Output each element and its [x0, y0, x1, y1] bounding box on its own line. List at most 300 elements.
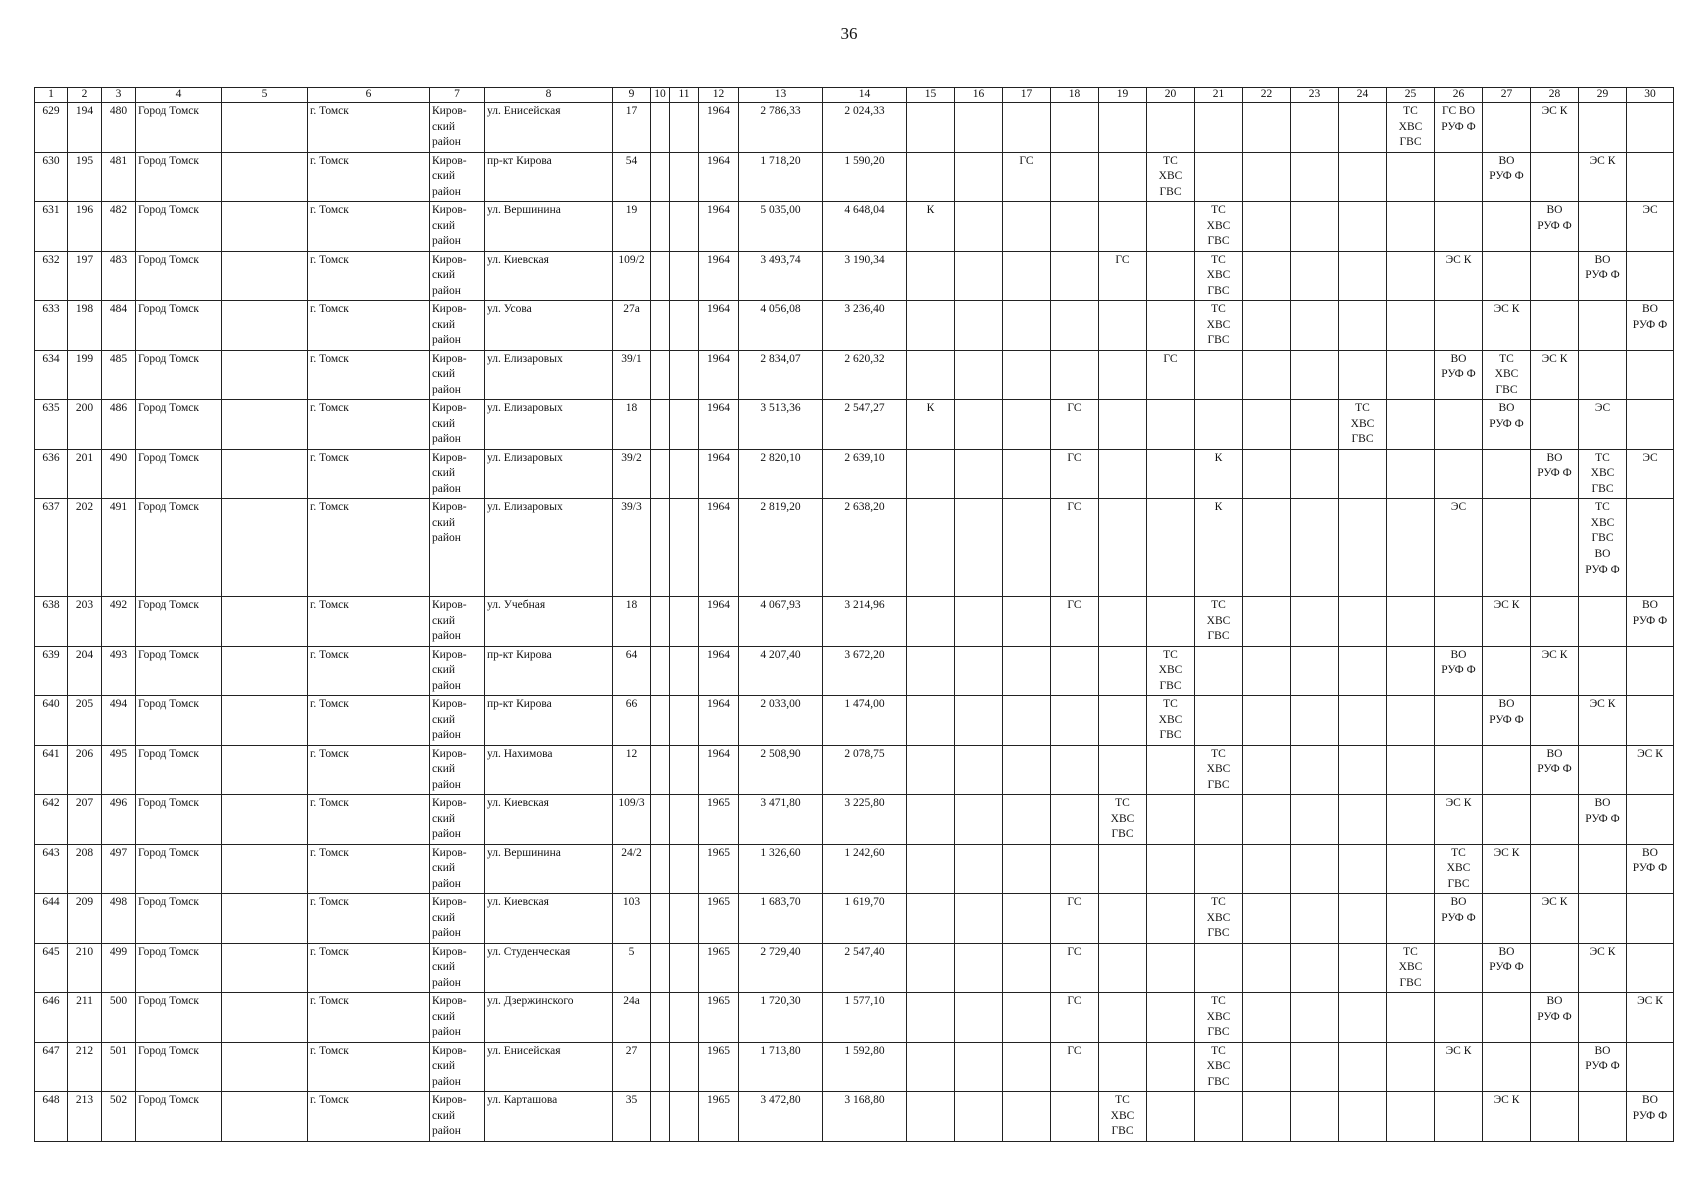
- settlement-cell: [222, 152, 308, 202]
- work-type-cell-col-20: [1147, 1042, 1195, 1092]
- settlement-cell: [222, 400, 308, 450]
- municipality-cell: Город Томск: [136, 449, 222, 499]
- work-type-cell-col-26: [1435, 301, 1483, 351]
- work-type-cell-col-18: ГС: [1051, 400, 1099, 450]
- work-type-cell-col-22: [1243, 943, 1291, 993]
- work-type-cell-col-27: [1483, 646, 1531, 696]
- work-type-cell-col-15: [907, 350, 955, 400]
- municipality-cell: Город Томск: [136, 597, 222, 647]
- municipality-cell: Город Томск: [136, 152, 222, 202]
- municipality-cell: Город Томск: [136, 745, 222, 795]
- column-header-12: 12: [699, 88, 739, 103]
- work-type-cell-col-30: ВО РУФ Ф: [1627, 301, 1674, 351]
- work-type-cell-col-16: [955, 152, 1003, 202]
- work-type-cell-col-25: [1387, 993, 1435, 1043]
- work-type-cell-col-27: ВО РУФ Ф: [1483, 943, 1531, 993]
- registry-number-cell: 497: [102, 844, 136, 894]
- work-type-cell-col-22: [1243, 152, 1291, 202]
- work-type-cell-col-17: [1003, 301, 1051, 351]
- municipality-cell: Город Томск: [136, 103, 222, 153]
- total-area-cell: 3 471,80: [739, 795, 823, 845]
- section-number-cell: 213: [68, 1092, 102, 1142]
- work-type-cell-col-16: [955, 301, 1003, 351]
- work-type-cell-col-22: [1243, 400, 1291, 450]
- registry-number-cell: 496: [102, 795, 136, 845]
- house-number-cell: 39/2: [613, 449, 651, 499]
- work-type-cell-col-30: ЭС: [1627, 449, 1674, 499]
- city-cell: г. Томск: [308, 993, 430, 1043]
- registry-number-cell: 498: [102, 894, 136, 944]
- work-type-cell-col-17: [1003, 993, 1051, 1043]
- section-number-cell: 207: [68, 795, 102, 845]
- work-type-cell-col-16: [955, 844, 1003, 894]
- settlement-cell: [222, 844, 308, 894]
- work-type-cell-col-22: [1243, 301, 1291, 351]
- work-type-cell-col-27: [1483, 1042, 1531, 1092]
- municipality-cell: Город Томск: [136, 1042, 222, 1092]
- work-type-cell-col-27: ЭС К: [1483, 597, 1531, 647]
- living-area-cell: 3 672,20: [823, 646, 907, 696]
- house-number-cell: 18: [613, 597, 651, 647]
- work-type-cell-col-21: К: [1195, 499, 1243, 597]
- row-number-cell: 648: [35, 1092, 68, 1142]
- work-type-cell-col-15: [907, 103, 955, 153]
- work-type-cell-col-17: [1003, 202, 1051, 252]
- municipality-cell: Город Томск: [136, 1092, 222, 1142]
- work-type-cell-col-27: [1483, 795, 1531, 845]
- work-type-cell-col-20: ТС ХВС ГВС: [1147, 152, 1195, 202]
- letter-cell: [670, 251, 699, 301]
- work-type-cell-col-26: ГС ВО РУФ Ф: [1435, 103, 1483, 153]
- work-type-cell-col-15: [907, 301, 955, 351]
- district-cell: Киров- ский район: [430, 350, 485, 400]
- work-type-cell-col-29: [1579, 646, 1627, 696]
- table-row: [35, 1092, 1674, 1142]
- work-type-cell-col-29: [1579, 301, 1627, 351]
- work-type-cell-col-17: [1003, 103, 1051, 153]
- table-row: [35, 301, 1674, 351]
- settlement-cell: [222, 301, 308, 351]
- work-type-cell-col-29: ЭС: [1579, 400, 1627, 450]
- work-type-cell-col-21: [1195, 152, 1243, 202]
- total-area-cell: 5 035,00: [739, 202, 823, 252]
- work-type-cell-col-27: ТС ХВС ГВС: [1483, 350, 1531, 400]
- section-number-cell: 196: [68, 202, 102, 252]
- column-header-23: 23: [1291, 88, 1339, 103]
- municipality-cell: Город Томск: [136, 301, 222, 351]
- work-type-cell-col-24: [1339, 499, 1387, 597]
- building-cell: [651, 152, 670, 202]
- table-row: [35, 795, 1674, 845]
- registry-number-cell: 492: [102, 597, 136, 647]
- work-type-cell-col-21: [1195, 943, 1243, 993]
- column-header-5: 5: [222, 88, 308, 103]
- work-type-cell-col-21: [1195, 1092, 1243, 1142]
- house-number-cell: 19: [613, 202, 651, 252]
- work-type-cell-col-17: [1003, 400, 1051, 450]
- work-type-cell-col-22: [1243, 202, 1291, 252]
- work-type-cell-col-28: [1531, 400, 1579, 450]
- street-cell: ул. Киевская: [485, 251, 613, 301]
- work-type-cell-col-26: ЭС: [1435, 499, 1483, 597]
- year-built-cell: 1964: [699, 301, 739, 351]
- work-type-cell-col-24: [1339, 251, 1387, 301]
- column-header-2: 2: [68, 88, 102, 103]
- building-cell: [651, 251, 670, 301]
- city-cell: г. Томск: [308, 350, 430, 400]
- year-built-cell: 1965: [699, 993, 739, 1043]
- work-type-cell-col-28: ЭС К: [1531, 894, 1579, 944]
- column-header-11: 11: [670, 88, 699, 103]
- district-cell: Киров- ский район: [430, 301, 485, 351]
- work-type-cell-col-24: [1339, 696, 1387, 746]
- section-number-cell: 200: [68, 400, 102, 450]
- column-header-20: 20: [1147, 88, 1195, 103]
- living-area-cell: 2 639,10: [823, 449, 907, 499]
- work-type-cell-col-27: [1483, 449, 1531, 499]
- work-type-cell-col-20: [1147, 499, 1195, 597]
- work-type-cell-col-29: [1579, 993, 1627, 1043]
- work-type-cell-col-21: ТС ХВС ГВС: [1195, 202, 1243, 252]
- work-type-cell-col-28: ЭС К: [1531, 646, 1579, 696]
- work-type-cell-col-16: [955, 1042, 1003, 1092]
- street-cell: ул. Усова: [485, 301, 613, 351]
- work-type-cell-col-22: [1243, 795, 1291, 845]
- district-cell: Киров- ский район: [430, 844, 485, 894]
- street-cell: пр-кт Кирова: [485, 152, 613, 202]
- building-cell: [651, 103, 670, 153]
- street-cell: пр-кт Кирова: [485, 646, 613, 696]
- work-type-cell-col-26: [1435, 597, 1483, 647]
- work-type-cell-col-24: [1339, 894, 1387, 944]
- work-type-cell-col-17: [1003, 449, 1051, 499]
- work-type-cell-col-27: [1483, 202, 1531, 252]
- work-type-cell-col-18: ГС: [1051, 449, 1099, 499]
- settlement-cell: [222, 646, 308, 696]
- district-cell: Киров- ский район: [430, 202, 485, 252]
- work-type-cell-col-15: [907, 1042, 955, 1092]
- work-type-cell-col-30: [1627, 152, 1674, 202]
- table-row: [35, 350, 1674, 400]
- district-cell: Киров- ский район: [430, 597, 485, 647]
- column-header-25: 25: [1387, 88, 1435, 103]
- work-type-cell-col-24: [1339, 646, 1387, 696]
- total-area-cell: 1 326,60: [739, 844, 823, 894]
- total-area-cell: 1 718,20: [739, 152, 823, 202]
- work-type-cell-col-23: [1291, 646, 1339, 696]
- work-type-cell-col-21: [1195, 795, 1243, 845]
- registry-number-cell: 490: [102, 449, 136, 499]
- work-type-cell-col-27: ВО РУФ Ф: [1483, 400, 1531, 450]
- work-type-cell-col-26: [1435, 400, 1483, 450]
- row-number-cell: 645: [35, 943, 68, 993]
- total-area-cell: 2 786,33: [739, 103, 823, 153]
- work-type-cell-col-25: [1387, 894, 1435, 944]
- row-number-cell: 644: [35, 894, 68, 944]
- district-cell: Киров- ский район: [430, 103, 485, 153]
- table-row: [35, 251, 1674, 301]
- work-type-cell-col-27: ЭС К: [1483, 844, 1531, 894]
- city-cell: г. Томск: [308, 103, 430, 153]
- city-cell: г. Томск: [308, 795, 430, 845]
- work-type-cell-col-16: [955, 993, 1003, 1043]
- city-cell: г. Томск: [308, 251, 430, 301]
- year-built-cell: 1964: [699, 350, 739, 400]
- work-type-cell-col-17: [1003, 894, 1051, 944]
- letter-cell: [670, 499, 699, 597]
- work-type-cell-col-22: [1243, 894, 1291, 944]
- letter-cell: [670, 1092, 699, 1142]
- work-type-cell-col-28: ВО РУФ Ф: [1531, 449, 1579, 499]
- section-number-cell: 205: [68, 696, 102, 746]
- work-type-cell-col-23: [1291, 499, 1339, 597]
- work-type-cell-col-18: [1051, 1092, 1099, 1142]
- work-type-cell-col-26: ЭС К: [1435, 251, 1483, 301]
- work-type-cell-col-21: [1195, 103, 1243, 153]
- settlement-cell: [222, 597, 308, 647]
- work-type-cell-col-29: ЭС К: [1579, 152, 1627, 202]
- work-type-cell-col-22: [1243, 251, 1291, 301]
- work-type-cell-col-15: [907, 993, 955, 1043]
- registry-number-cell: 500: [102, 993, 136, 1043]
- work-type-cell-col-26: ЭС К: [1435, 1042, 1483, 1092]
- house-number-cell: 27а: [613, 301, 651, 351]
- city-cell: г. Томск: [308, 202, 430, 252]
- work-type-cell-col-28: [1531, 844, 1579, 894]
- work-type-cell-col-15: К: [907, 202, 955, 252]
- table-row: [35, 202, 1674, 252]
- column-header-22: 22: [1243, 88, 1291, 103]
- work-type-cell-col-21: ТС ХВС ГВС: [1195, 597, 1243, 647]
- table-row: [35, 499, 1674, 597]
- section-number-cell: 198: [68, 301, 102, 351]
- work-type-cell-col-24: [1339, 745, 1387, 795]
- work-type-cell-col-18: [1051, 844, 1099, 894]
- work-type-cell-col-25: [1387, 646, 1435, 696]
- work-type-cell-col-19: ГС: [1099, 251, 1147, 301]
- building-cell: [651, 894, 670, 944]
- settlement-cell: [222, 103, 308, 153]
- total-area-cell: 2 033,00: [739, 696, 823, 746]
- work-type-cell-col-18: [1051, 745, 1099, 795]
- registry-number-cell: 499: [102, 943, 136, 993]
- table-body: [35, 103, 1674, 1142]
- building-cell: [651, 795, 670, 845]
- work-type-cell-col-23: [1291, 943, 1339, 993]
- district-cell: Киров- ский район: [430, 894, 485, 944]
- settlement-cell: [222, 449, 308, 499]
- work-type-cell-col-16: [955, 103, 1003, 153]
- work-type-cell-col-29: [1579, 202, 1627, 252]
- work-type-cell-col-18: [1051, 251, 1099, 301]
- section-number-cell: 201: [68, 449, 102, 499]
- settlement-cell: [222, 745, 308, 795]
- work-type-cell-col-29: ТС ХВС ГВС ВО РУФ Ф: [1579, 499, 1627, 597]
- column-header-16: 16: [955, 88, 1003, 103]
- municipality-cell: Город Томск: [136, 646, 222, 696]
- column-header-3: 3: [102, 88, 136, 103]
- work-type-cell-col-30: ВО РУФ Ф: [1627, 844, 1674, 894]
- building-cell: [651, 943, 670, 993]
- work-type-cell-col-20: ТС ХВС ГВС: [1147, 646, 1195, 696]
- column-header-30: 30: [1627, 88, 1674, 103]
- work-type-cell-col-28: ЭС К: [1531, 103, 1579, 153]
- table-row: [35, 894, 1674, 944]
- work-type-cell-col-22: [1243, 745, 1291, 795]
- house-number-cell: 103: [613, 894, 651, 944]
- district-cell: Киров- ский район: [430, 251, 485, 301]
- work-type-cell-col-29: ВО РУФ Ф: [1579, 1042, 1627, 1092]
- work-type-cell-col-16: [955, 499, 1003, 597]
- column-header-4: 4: [136, 88, 222, 103]
- table-row: [35, 993, 1674, 1043]
- district-cell: Киров- ский район: [430, 943, 485, 993]
- column-header-26: 26: [1435, 88, 1483, 103]
- column-header-14: 14: [823, 88, 907, 103]
- settlement-cell: [222, 993, 308, 1043]
- row-number-cell: 646: [35, 993, 68, 1043]
- work-type-cell-col-20: [1147, 103, 1195, 153]
- total-area-cell: 3 513,36: [739, 400, 823, 450]
- street-cell: ул. Елизаровых: [485, 350, 613, 400]
- work-type-cell-col-22: [1243, 1092, 1291, 1142]
- work-type-cell-col-23: [1291, 993, 1339, 1043]
- work-type-cell-col-30: ЭС К: [1627, 993, 1674, 1043]
- work-type-cell-col-28: ВО РУФ Ф: [1531, 993, 1579, 1043]
- work-type-cell-col-16: [955, 646, 1003, 696]
- column-header-10: 10: [651, 88, 670, 103]
- section-number-cell: 199: [68, 350, 102, 400]
- work-type-cell-col-27: ЭС К: [1483, 301, 1531, 351]
- work-type-cell-col-18: ГС: [1051, 499, 1099, 597]
- table-row: [35, 646, 1674, 696]
- work-type-cell-col-15: [907, 943, 955, 993]
- work-type-cell-col-26: ТС ХВС ГВС: [1435, 844, 1483, 894]
- living-area-cell: 3 236,40: [823, 301, 907, 351]
- letter-cell: [670, 103, 699, 153]
- municipality-cell: Город Томск: [136, 844, 222, 894]
- total-area-cell: 2 508,90: [739, 745, 823, 795]
- work-type-cell-col-25: [1387, 350, 1435, 400]
- work-type-cell-col-27: [1483, 745, 1531, 795]
- work-type-cell-col-22: [1243, 993, 1291, 1043]
- settlement-cell: [222, 251, 308, 301]
- work-type-cell-col-25: [1387, 301, 1435, 351]
- work-type-cell-col-15: [907, 844, 955, 894]
- work-type-cell-col-19: [1099, 301, 1147, 351]
- section-number-cell: 195: [68, 152, 102, 202]
- work-type-cell-col-25: [1387, 449, 1435, 499]
- work-type-cell-col-22: [1243, 499, 1291, 597]
- street-cell: ул. Елизаровых: [485, 449, 613, 499]
- work-type-cell-col-27: ВО РУФ Ф: [1483, 152, 1531, 202]
- work-type-cell-col-19: [1099, 449, 1147, 499]
- city-cell: г. Томск: [308, 646, 430, 696]
- house-number-cell: 5: [613, 943, 651, 993]
- work-type-cell-col-24: [1339, 1042, 1387, 1092]
- work-type-cell-col-19: [1099, 745, 1147, 795]
- work-type-cell-col-30: [1627, 1042, 1674, 1092]
- district-cell: Киров- ский район: [430, 795, 485, 845]
- registry-number-cell: 482: [102, 202, 136, 252]
- row-number-cell: 631: [35, 202, 68, 252]
- column-header-6: 6: [308, 88, 430, 103]
- work-type-cell-col-19: [1099, 943, 1147, 993]
- letter-cell: [670, 597, 699, 647]
- settlement-cell: [222, 943, 308, 993]
- house-number-cell: 17: [613, 103, 651, 153]
- work-type-cell-col-25: [1387, 400, 1435, 450]
- letter-cell: [670, 400, 699, 450]
- work-type-cell-col-15: [907, 597, 955, 647]
- letter-cell: [670, 795, 699, 845]
- settlement-cell: [222, 1092, 308, 1142]
- work-type-cell-col-15: [907, 449, 955, 499]
- column-header-29: 29: [1579, 88, 1627, 103]
- registry-number-cell: 486: [102, 400, 136, 450]
- work-type-cell-col-19: [1099, 400, 1147, 450]
- column-header-19: 19: [1099, 88, 1147, 103]
- work-type-cell-col-20: [1147, 844, 1195, 894]
- table-row: [35, 745, 1674, 795]
- street-cell: ул. Киевская: [485, 894, 613, 944]
- year-built-cell: 1965: [699, 894, 739, 944]
- living-area-cell: 2 547,27: [823, 400, 907, 450]
- work-type-cell-col-17: [1003, 251, 1051, 301]
- work-type-cell-col-25: [1387, 251, 1435, 301]
- work-type-cell-col-24: [1339, 449, 1387, 499]
- year-built-cell: 1964: [699, 400, 739, 450]
- column-header-18: 18: [1051, 88, 1099, 103]
- row-number-cell: 632: [35, 251, 68, 301]
- letter-cell: [670, 894, 699, 944]
- column-header-24: 24: [1339, 88, 1387, 103]
- work-type-cell-col-23: [1291, 1092, 1339, 1142]
- column-header-21: 21: [1195, 88, 1243, 103]
- city-cell: г. Томск: [308, 597, 430, 647]
- work-type-cell-col-20: [1147, 993, 1195, 1043]
- work-type-cell-col-29: [1579, 597, 1627, 647]
- year-built-cell: 1964: [699, 103, 739, 153]
- work-type-cell-col-24: [1339, 943, 1387, 993]
- letter-cell: [670, 152, 699, 202]
- work-type-cell-col-21: [1195, 696, 1243, 746]
- work-type-cell-col-24: [1339, 350, 1387, 400]
- house-number-cell: 39/1: [613, 350, 651, 400]
- work-type-cell-col-15: [907, 499, 955, 597]
- work-type-cell-col-15: [907, 251, 955, 301]
- work-type-cell-col-30: [1627, 350, 1674, 400]
- work-type-cell-col-25: [1387, 795, 1435, 845]
- work-type-cell-col-17: [1003, 795, 1051, 845]
- work-type-cell-col-20: [1147, 400, 1195, 450]
- column-header-27: 27: [1483, 88, 1531, 103]
- street-cell: ул. Нахимова: [485, 745, 613, 795]
- year-built-cell: 1965: [699, 844, 739, 894]
- registry-number-cell: 502: [102, 1092, 136, 1142]
- city-cell: г. Томск: [308, 301, 430, 351]
- work-type-cell-col-20: [1147, 943, 1195, 993]
- street-cell: ул. Вершинина: [485, 844, 613, 894]
- row-number-cell: 634: [35, 350, 68, 400]
- living-area-cell: 2 024,33: [823, 103, 907, 153]
- municipality-cell: Город Томск: [136, 251, 222, 301]
- work-type-cell-col-19: [1099, 993, 1147, 1043]
- row-number-cell: 643: [35, 844, 68, 894]
- building-cell: [651, 1092, 670, 1142]
- work-type-cell-col-16: [955, 400, 1003, 450]
- work-type-cell-col-29: [1579, 1092, 1627, 1142]
